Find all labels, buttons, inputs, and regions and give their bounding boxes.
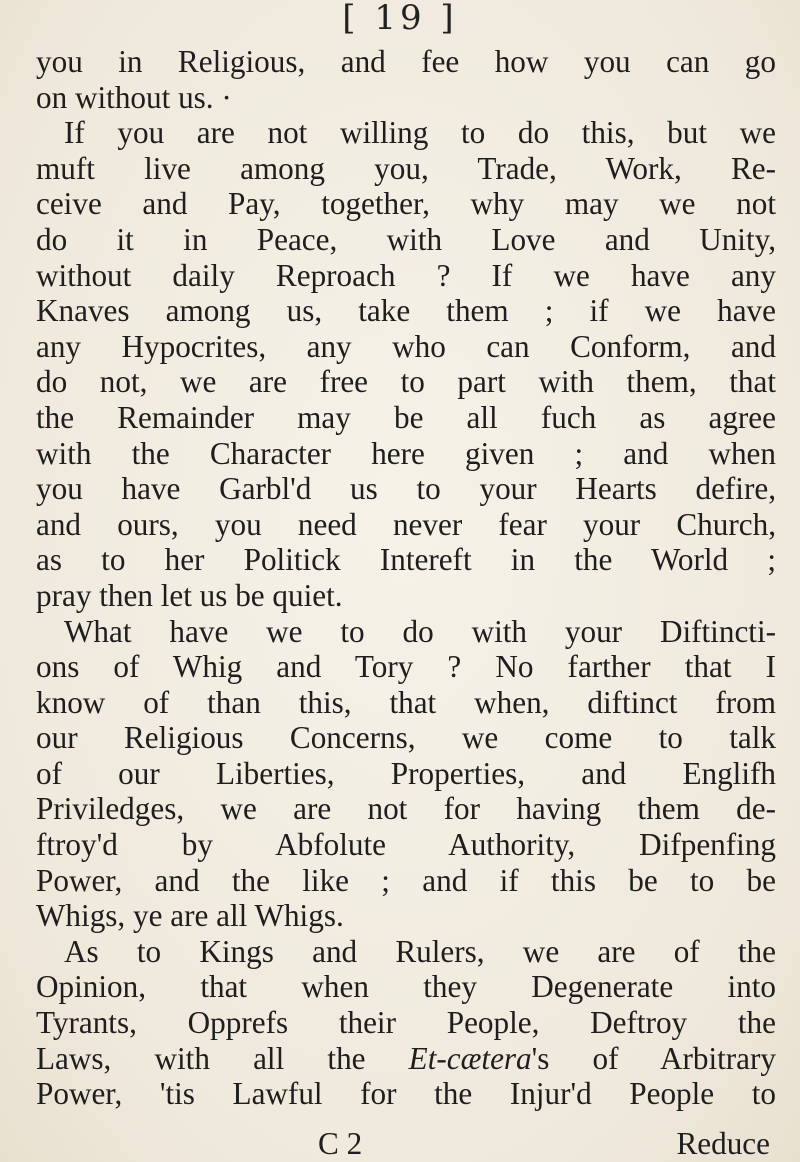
text-line: any Hypocrites, any who can Conform, and <box>36 328 776 364</box>
text-line: Whigs, ye are all Whigs. <box>36 898 344 934</box>
text-line: and ours, you need never fear your Church, <box>36 506 776 542</box>
italic-segment: Et-cætera <box>408 1040 532 1076</box>
text-line <box>36 1041 776 1077</box>
text-line: pray then let us be quiet. <box>36 577 343 613</box>
text-line: without daily Reproach ? If we have any <box>36 257 776 293</box>
signature-mark: C 2 <box>318 1126 363 1161</box>
page-number: [ 19 ] <box>342 0 458 38</box>
text-line: Tyrants, Opprefs their People, Deftroy the <box>36 1005 776 1041</box>
text-line: As to Kings and Rulers, we are of the <box>64 933 776 969</box>
text-line: If you are not willing to do this, but we <box>64 115 776 151</box>
text-line: Power, and the like ; and if this be to be <box>36 862 776 898</box>
text-line: Opinion, that when they Degenerate into <box>36 969 776 1005</box>
text-line: What have we to do with your Diftincti- <box>64 613 776 649</box>
text-segment: Laws, with all the <box>36 1040 409 1076</box>
text-line: do it in Peace, with Love and Unity, <box>36 221 776 257</box>
page-footer <box>36 1126 776 1160</box>
text-line: know of than this, that when, diftinct from <box>36 684 776 720</box>
text-segment: 's of Arbitrary <box>531 1040 776 1076</box>
text-line: you have Garbl'd us to your Hearts defire, <box>36 471 776 507</box>
catchword: Reduce <box>676 1126 770 1161</box>
text-line: our Religious Concerns, we come to talk <box>36 720 776 756</box>
text-line: as to her Politick Intereft in the World ; <box>36 542 776 578</box>
text-line: ons of Whig and Tory ? No farther that I <box>36 649 776 685</box>
text-line: you in Religious, and fee how you can go <box>36 44 776 79</box>
text-line: Power, 'tis Lawful for the Injur'd People to <box>36 1076 776 1112</box>
text-line: Priviledges, we are not for having them de- <box>36 791 776 827</box>
text-line: do not, we are free to part with them, that <box>36 364 776 400</box>
body-text <box>36 44 776 1112</box>
text-line: of our Liberties, Properties, and Englifh <box>36 755 776 791</box>
text-line: the Remainder may be all fuch as agree <box>36 399 776 435</box>
text-line: ceive and Pay, together, why may we not <box>36 186 776 222</box>
text-line: muft live among you, Trade, Work, Re- <box>36 150 776 186</box>
text-line: ftroy'd by Abfolute Authority, Difpenfing <box>36 827 776 863</box>
text-line: with the Character here given ; and when <box>36 435 776 471</box>
text-line: Knaves among us, take them ; if we have <box>36 293 776 329</box>
text-line: on without us. · <box>36 79 232 115</box>
